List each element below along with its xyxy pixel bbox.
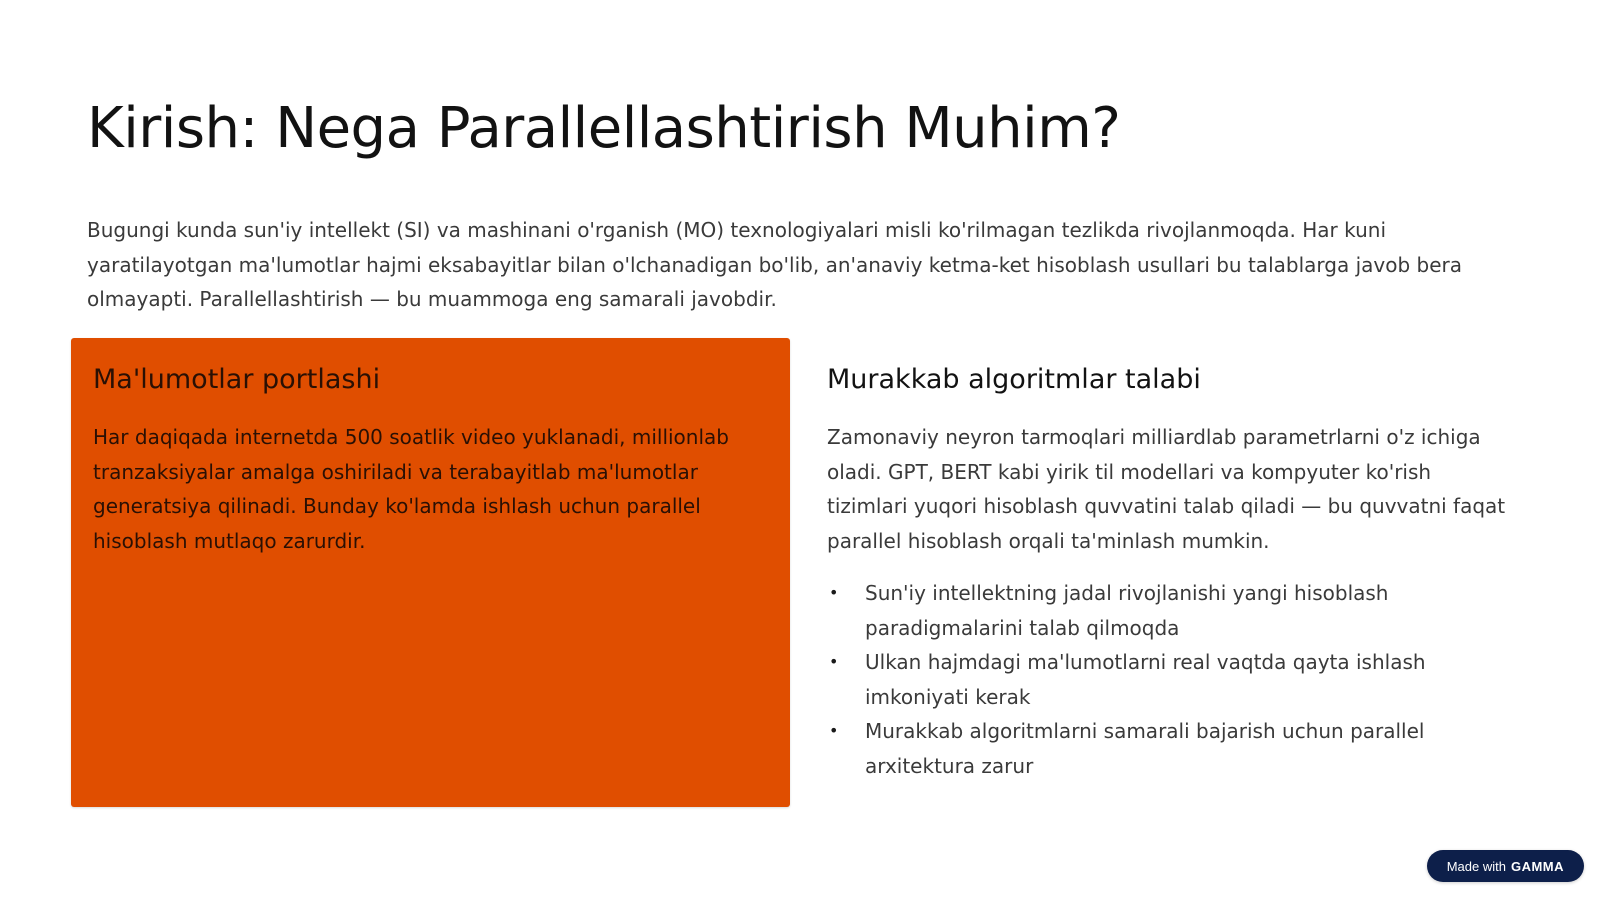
page-title: Kirish: Nega Parallellashtirish Muhim?	[87, 96, 1121, 161]
data-explosion-card	[71, 338, 790, 807]
list-item-text: Ulkan hajmdagi ma'lumotlarni real vaqtda qayta ishlash imkoniyati kerak	[865, 650, 1426, 709]
intro-paragraph: Bugungi kunda sun'iy intellekt (SI) va mashinani o'rganish (MO) texnologiyalari misli ko'rilmagan tezlikda rivojlanmoqda. Har kuni yaratilayotgan ma'lumotlar hajmi eksabayitlar bilan o'lchanadigan bo'lib, an'anaviy ketma-ket hisoblash usullari bu talablarga javob bera olmayapti. Parallellashtirish — bu muammoga eng samarali javobdir.	[87, 218, 1462, 311]
list-item	[827, 645, 1517, 714]
list-item	[827, 576, 1517, 645]
bullet-icon: •	[829, 721, 839, 740]
gamma-logo: GAMMA	[1510, 858, 1564, 874]
list-item	[827, 714, 1517, 783]
card-body: Har daqiqada internetda 500 soatlik video yuklanadi, millionlab tranzaksiyalar amalga oshiriladi va terabayitlab ma'lumotlar generatsiya qilinadi. Bunday ko'lamda ishlash uchun parallel hisoblash mutlaqo zarurdir.	[93, 425, 729, 553]
bullet-icon: •	[829, 652, 839, 671]
badge-prefix: Made with	[1446, 858, 1506, 874]
list-item-text: Murakkab algoritmlarni samarali bajarish uchun parallel arxitektura zarur	[865, 719, 1425, 778]
section-title: Murakkab algoritmlar talabi	[827, 364, 1201, 395]
card-title: Ma'lumotlar portlashi	[93, 364, 381, 395]
bullet-list	[827, 576, 1517, 783]
list-item-text: Sun'iy intellektning jadal rivojlanishi yangi hisoblash paradigmalarini talab qilmoqda	[865, 581, 1389, 640]
made-with-gamma-badge[interactable]	[1427, 850, 1584, 882]
bullet-icon: •	[829, 583, 839, 602]
algorithms-section	[827, 362, 1517, 783]
section-body: Zamonaviy neyron tarmoqlari milliardlab parametrlarni o'z ichiga oladi. GPT, BERT kabi yirik til modellari va kompyuter ko'rish tizimlari yuqori hisoblash quvvatini talab qiladi — bu quvvatni faqat parallel hisoblash orqali ta'minlash mumkin.	[827, 425, 1506, 553]
